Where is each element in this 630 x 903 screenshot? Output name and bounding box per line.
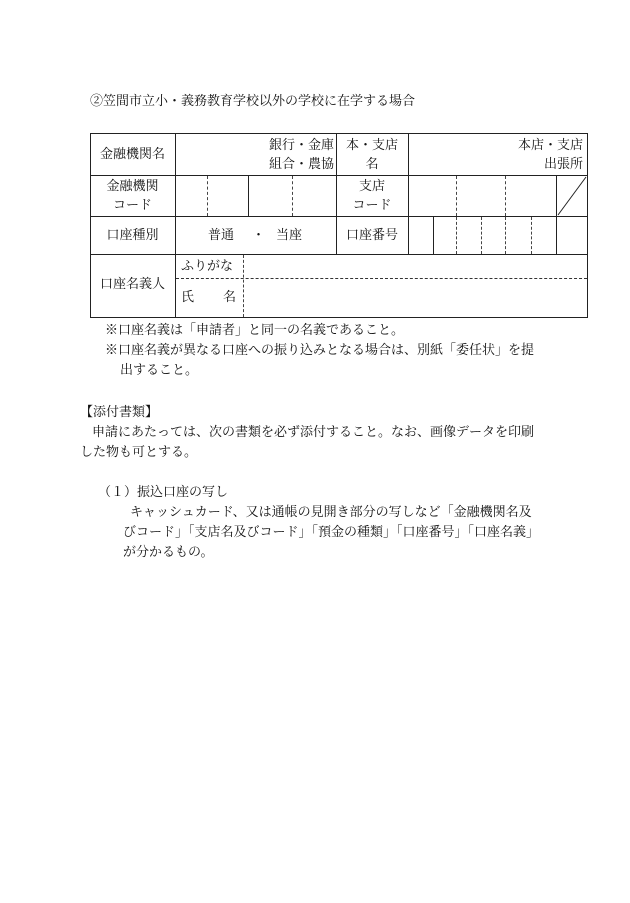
branch-name-label-1: 本・支店 (345, 138, 398, 153)
name-label-first-char: 氏 (181, 290, 195, 305)
branch-kind-option-2: 出張所 (543, 157, 583, 172)
bank-code-label-1: 金融機関 (106, 179, 159, 194)
attachment-item1-desc-line3: が分かるもの。 (123, 545, 214, 560)
bank-name-label: 金融機関名 (99, 147, 165, 162)
branch-name-label-2: 名 (365, 157, 379, 172)
account-type-current: 当座 (276, 228, 303, 243)
bank-type-option-2: 組合・農協 (268, 157, 334, 172)
furigana-label: ふりがな (181, 259, 234, 274)
branch-kind-option-1: 本店・支店 (517, 138, 583, 153)
attachments-intro-line1: 申請にあたっては、次の書類を必ず添付すること。なお、画像データを印刷 (92, 425, 535, 440)
bank-type-option-1: 銀行・金庫 (268, 138, 334, 153)
attachment-item1-desc-line2: びコード」「支店名及びコード」「預金の種類」「口座番号」「口座名義」 (123, 525, 540, 540)
bank-code-label-2: コード (112, 198, 152, 213)
section-heading: ②笠間市立小・義務教育学校以外の学校に在学する場合 (90, 94, 416, 109)
account-holder-label: 口座名義人 (99, 277, 165, 292)
name-label-second-char: 名 (223, 290, 237, 305)
attachments-intro-line2: した物も可とする。 (80, 445, 198, 460)
attachments-title: 【添付書類】 (80, 405, 159, 420)
note-different-holder-line2: 出すること。 (120, 363, 199, 378)
branch-code-label-1: 支店 (358, 179, 385, 194)
account-type-label: 口座種別 (106, 228, 159, 243)
unused-code-box-slash (557, 176, 587, 216)
attachment-item1-label: （１）振込口座の写し (98, 485, 229, 500)
note-different-holder-line1: ※口座名義が異なる口座への振り込みとなる場合は、別紙「委任状」を提 (105, 343, 535, 358)
account-number-label: 口座番号 (345, 228, 398, 243)
note-same-holder: ※口座名義は「申請者」と同一の名義であること。 (105, 323, 405, 338)
branch-code-label-2: コード (352, 198, 392, 213)
attachment-item1-desc-line1: キャッシュカード、又は通帳の見開き部分の写しなど「金融機関名及 (130, 505, 532, 520)
account-type-separator: ・ (252, 228, 266, 243)
account-type-ordinary: 普通 (208, 228, 235, 243)
